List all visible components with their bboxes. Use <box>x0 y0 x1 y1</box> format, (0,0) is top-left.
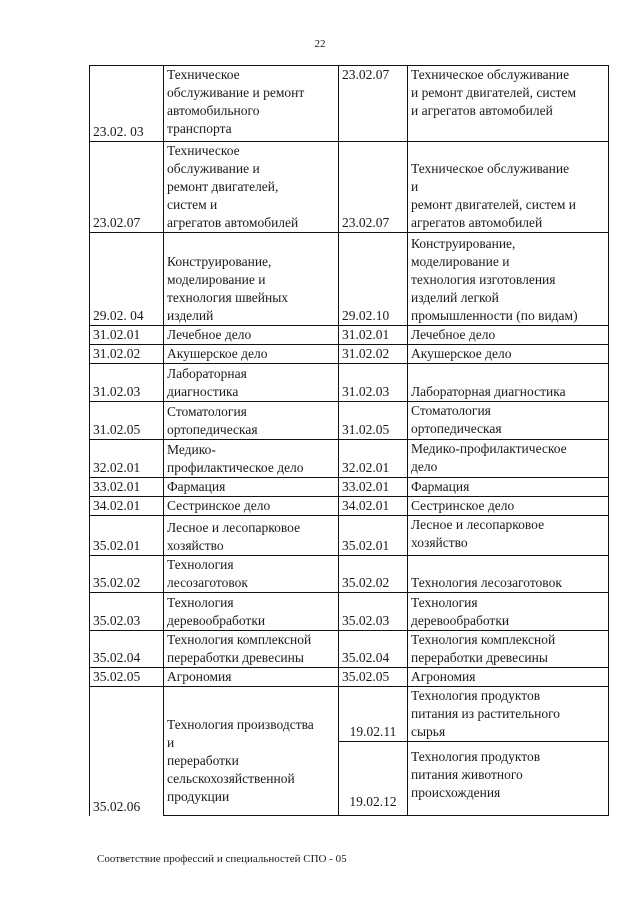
old-name-cell: Фармация <box>164 478 339 497</box>
new-name-cell: Агрономия <box>408 668 609 687</box>
old-name-cell: Лабораторная диагностика <box>164 364 339 402</box>
old-code-cell: 31.02.03 <box>90 364 164 402</box>
new-code-cell: 31.02.03 <box>339 364 408 402</box>
old-code-cell: 31.02.02 <box>90 345 164 364</box>
old-name-cell: Техническое обслуживание и ремонт двигателей, систем и агрегатов автомобилей <box>164 142 339 233</box>
old-name-cell: Агрономия <box>164 668 339 687</box>
page-number: 22 <box>314 38 326 50</box>
new-name-cell: Технология деревообработки <box>408 593 609 631</box>
old-code-cell: 32.02.01 <box>90 440 164 478</box>
new-code-cell: 19.02.11 <box>339 687 408 742</box>
old-name-cell: Технология производства и переработки сельскохозяйственной продукции <box>164 687 339 816</box>
new-code-cell: 35.02.03 <box>339 593 408 631</box>
new-code-cell: 23.02.07 <box>339 142 408 233</box>
new-name-cell: Техническое обслуживание и ремонт двигателей, систем и агрегатов автомобилей <box>408 142 609 233</box>
table-row <box>90 516 609 556</box>
old-name-cell: Технология деревообработки <box>164 593 339 631</box>
new-name-cell: Лечебное дело <box>408 326 609 345</box>
new-code-cell: 31.02.05 <box>339 402 408 440</box>
new-name-cell: Медико-профилактическое дело <box>408 440 609 478</box>
table-row <box>90 345 609 364</box>
table-row <box>90 142 609 233</box>
old-name-cell: Медико- профилактическое дело <box>164 440 339 478</box>
new-code-cell: 31.02.02 <box>339 345 408 364</box>
old-name-cell: Технология комплексной переработки древесины <box>164 631 339 668</box>
table-row <box>90 593 609 631</box>
new-code-cell: 35.02.05 <box>339 668 408 687</box>
old-code-cell: 35.02.06 <box>90 687 164 816</box>
old-code-cell: 35.02.05 <box>90 668 164 687</box>
new-code-cell: 31.02.01 <box>339 326 408 345</box>
table-row <box>90 364 609 402</box>
document-footer: Соответствие профессий и специальностей СПО - 05 <box>97 853 347 865</box>
new-code-cell: 23.02.07 <box>339 66 408 142</box>
table-row <box>90 668 609 687</box>
new-code-cell: 33.02.01 <box>339 478 408 497</box>
old-name-cell: Лесное и лесопарковое хозяйство <box>164 516 339 556</box>
old-name-cell: Акушерское дело <box>164 345 339 364</box>
new-code-cell: 35.02.02 <box>339 556 408 593</box>
old-code-cell: 31.02.01 <box>90 326 164 345</box>
old-name-cell: Лечебное дело <box>164 326 339 345</box>
old-code-cell: 34.02.01 <box>90 497 164 516</box>
new-name-cell: Технология комплексной переработки древесины <box>408 631 609 668</box>
new-name-cell: Техническое обслуживание и ремонт двигателей, систем и агрегатов автомобилей <box>408 66 609 142</box>
new-name-cell: Технология продуктов питания животного происхождения <box>408 742 609 816</box>
new-name-cell: Лесное и лесопарковое хозяйство <box>408 516 609 556</box>
new-code-cell: 19.02.12 <box>339 742 408 816</box>
new-code-cell: 35.02.04 <box>339 631 408 668</box>
new-name-cell: Стоматология ортопедическая <box>408 402 609 440</box>
new-name-cell: Акушерское дело <box>408 345 609 364</box>
old-name-cell: Технология лесозаготовок <box>164 556 339 593</box>
old-name-cell: Стоматология ортопедическая <box>164 402 339 440</box>
old-name-cell: Техническое обслуживание и ремонт автомобильного транспорта <box>164 66 339 142</box>
new-name-cell: Фармация <box>408 478 609 497</box>
old-code-cell: 35.02.04 <box>90 631 164 668</box>
new-name-cell: Лабораторная диагностика <box>408 364 609 402</box>
old-name-cell: Конструирование, моделирование и технология швейных изделий <box>164 233 339 326</box>
old-code-cell: 31.02.05 <box>90 402 164 440</box>
table-row <box>90 66 609 142</box>
table-row <box>90 687 609 742</box>
old-code-cell: 23.02.07 <box>90 142 164 233</box>
new-code-cell: 29.02.10 <box>339 233 408 326</box>
old-code-cell: 29.02. 04 <box>90 233 164 326</box>
specialty-correspondence-table <box>89 65 609 816</box>
old-name-cell: Сестринское дело <box>164 497 339 516</box>
old-code-cell: 35.02.03 <box>90 593 164 631</box>
old-code-cell: 23.02. 03 <box>90 66 164 142</box>
table-row <box>90 631 609 668</box>
old-code-cell: 35.02.02 <box>90 556 164 593</box>
table-row <box>90 478 609 497</box>
old-code-cell: 33.02.01 <box>90 478 164 497</box>
old-code-cell: 35.02.01 <box>90 516 164 556</box>
new-code-cell: 35.02.01 <box>339 516 408 556</box>
table-row <box>90 556 609 593</box>
new-name-cell: Технология продуктов питания из растительного сырья <box>408 687 609 742</box>
table-row <box>90 233 609 326</box>
new-name-cell: Сестринское дело <box>408 497 609 516</box>
table-row <box>90 440 609 478</box>
table-row <box>90 497 609 516</box>
table-row <box>90 402 609 440</box>
new-code-cell: 32.02.01 <box>339 440 408 478</box>
new-name-cell: Конструирование, моделирование и технология изготовления изделий легкой промышленности (по видам) <box>408 233 609 326</box>
table-row <box>90 326 609 345</box>
new-name-cell: Технология лесозаготовок <box>408 556 609 593</box>
new-code-cell: 34.02.01 <box>339 497 408 516</box>
